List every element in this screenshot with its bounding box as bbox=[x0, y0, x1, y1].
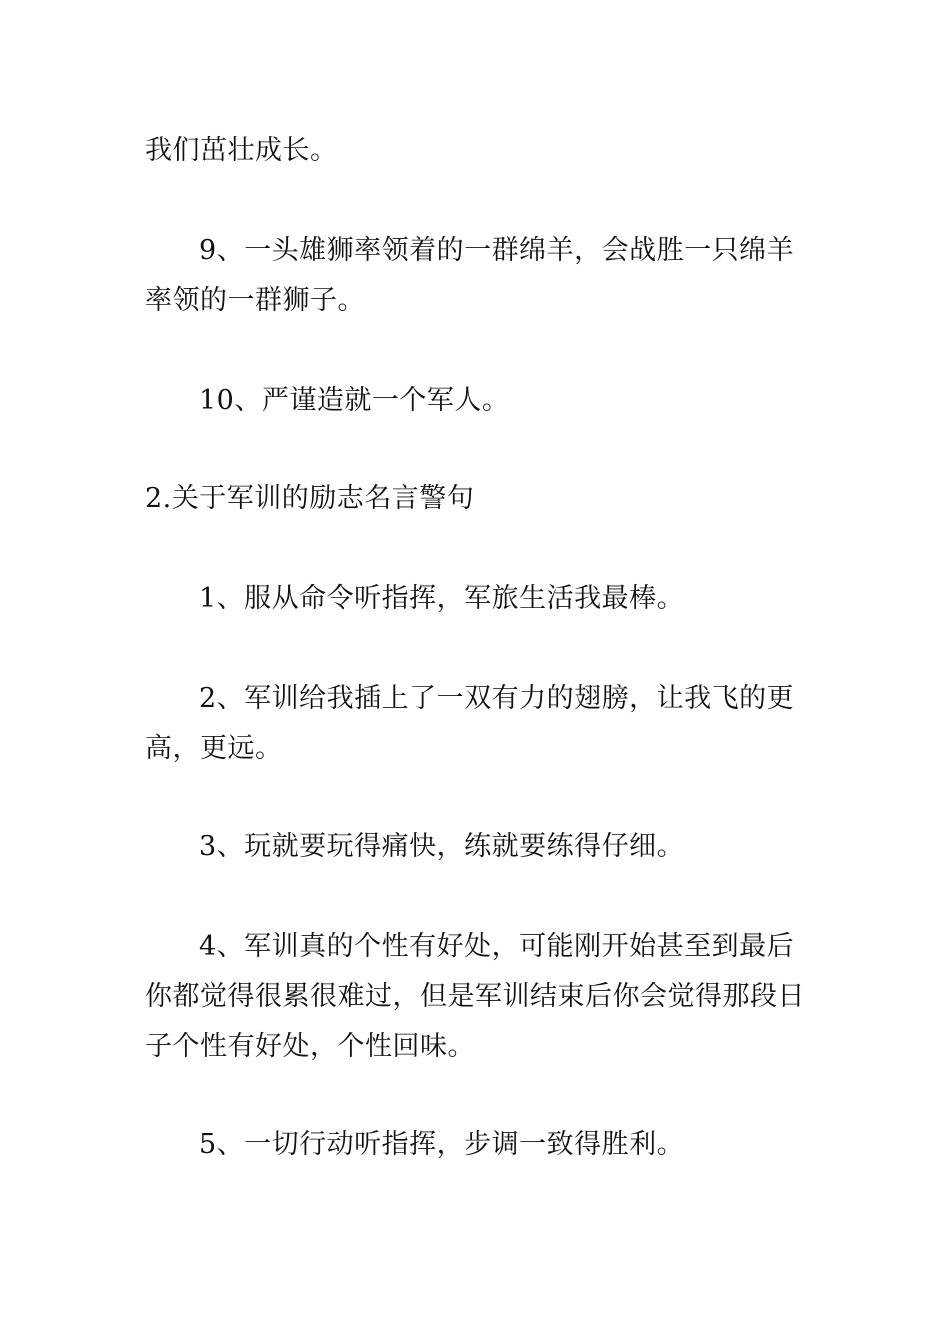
list-item-5: 5、一切行动听指挥，步调一致得胜利。 bbox=[199, 1129, 685, 1160]
paragraph-continuation: 我们茁壮成长。 bbox=[145, 135, 338, 166]
list-item-4: 4、军训真的个性有好处，可能刚开始甚至到最后你都觉得很累很难过，但是军训结束后你会觉得那段日子个性有好处，个性回味。 bbox=[145, 931, 805, 1062]
list-item-10: 10、严谨造就一个军人。 bbox=[199, 385, 510, 416]
section-heading: 2.关于军训的励志名言警句 bbox=[145, 483, 475, 514]
list-item-9: 9、一头雄狮率领着的一群绵羊，会战胜一只绵羊率领的一群狮子。 bbox=[145, 235, 795, 316]
list-item-1: 1、服从命令听指挥，军旅生活我最棒。 bbox=[199, 583, 685, 614]
list-item-2: 2、军训给我插上了一双有力的翅膀，让我飞的更高，更远。 bbox=[145, 683, 795, 764]
list-item-3: 3、玩就要玩得痛快，练就要练得仔细。 bbox=[199, 831, 685, 862]
